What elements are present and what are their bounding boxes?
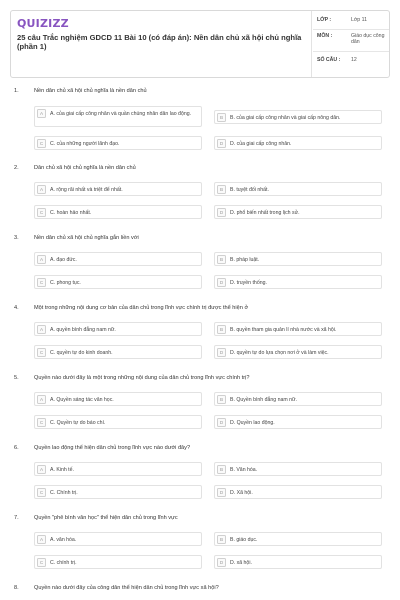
meta-grade-value: Lớp 11 <box>351 17 367 23</box>
option-a[interactable] <box>34 106 202 127</box>
option-text: C. chính trị. <box>50 559 77 566</box>
option-a[interactable] <box>34 252 202 266</box>
option-a[interactable] <box>34 392 202 406</box>
option-text: A. quyền bình đẳng nam nữ. <box>50 326 116 333</box>
option-a[interactable] <box>34 532 202 546</box>
option-text: B. giáo dục. <box>230 536 258 543</box>
question-number: 7. <box>14 515 19 521</box>
option-text: C. phong tục. <box>50 279 81 286</box>
question-text: Một trong những nội dung cơ bản của dân chủ trong lĩnh vực chính trị được thể hiện ở <box>34 305 249 311</box>
option-letter: C <box>37 558 46 567</box>
option-text: B. quyền tham gia quản lí nhà nước và xã hội. <box>230 326 337 333</box>
option-letter: A <box>37 109 46 118</box>
option-letter: A <box>37 535 46 544</box>
question-number: 2. <box>14 165 19 171</box>
question-text: Quyền lao động thể hiện dân chủ trong lĩnh vực nào dưới đây? <box>34 445 191 451</box>
option-letter: A <box>37 465 46 474</box>
option-text: B. Quyền bình đẳng nam nữ. <box>230 396 297 403</box>
option-b[interactable] <box>214 532 382 546</box>
option-text: A. văn hóa. <box>50 536 77 543</box>
option-text: C. quyền tự do kinh doanh. <box>50 349 113 356</box>
question-number: 6. <box>14 445 19 451</box>
option-letter: B <box>217 535 226 544</box>
option-letter: C <box>37 348 46 357</box>
question-text: Quyền nào dưới đây là một trong những nội dung của dân chủ trong lĩnh vực chính trị? <box>34 375 250 381</box>
option-a[interactable] <box>34 322 202 336</box>
option-letter: B <box>217 395 226 404</box>
option-text: A. Quyền sáng tác văn học. <box>50 396 114 403</box>
meta-grade-key: LỚP : <box>317 17 332 23</box>
option-text: B. pháp luật. <box>230 256 260 263</box>
option-letter: A <box>37 395 46 404</box>
option-c[interactable] <box>34 345 202 359</box>
option-a[interactable] <box>34 182 202 196</box>
option-c[interactable] <box>34 275 202 289</box>
option-c[interactable] <box>34 485 202 499</box>
question-number: 8. <box>14 585 19 591</box>
option-text: A. rộng rãi nhất và triệt để nhất. <box>50 186 123 193</box>
option-letter: B <box>217 185 226 194</box>
option-c[interactable] <box>34 415 202 429</box>
meta-separator <box>313 29 389 30</box>
question-number: 3. <box>14 235 19 241</box>
option-d[interactable] <box>214 205 382 219</box>
question-text: Quyền nào dưới đây của công dân thể hiện dân chủ trong lĩnh vực xã hội? <box>34 585 219 591</box>
option-letter: C <box>37 208 46 217</box>
option-text: C. hoàn hảo nhất. <box>50 209 92 216</box>
option-letter: D <box>217 139 226 148</box>
meta-subject-key: MÔN : <box>317 33 333 39</box>
option-a[interactable] <box>34 462 202 476</box>
option-letter: C <box>37 278 46 287</box>
option-text: B. tuyệt đối nhất. <box>230 186 269 193</box>
option-letter: B <box>217 255 226 264</box>
option-b[interactable] <box>214 392 382 406</box>
meta-count-key: SỐ CÂU : <box>317 57 341 63</box>
question-number: 5. <box>14 375 19 381</box>
worksheet-header <box>10 10 390 78</box>
option-letter: D <box>217 558 226 567</box>
option-text: D. xã hội. <box>230 559 252 566</box>
option-letter: A <box>37 185 46 194</box>
worksheet-title: 25 câu Trắc nghiệm GDCD 11 Bài 10 (có đáp án): Nền dân chủ xã hội chủ nghĩa (phần 1) <box>17 33 302 52</box>
option-text: B. Văn hóa. <box>230 466 258 473</box>
option-d[interactable] <box>214 485 382 499</box>
question-text: Nền dân chủ xã hội chủ nghĩa gắn liền với <box>34 235 139 241</box>
option-text: D. Xã hội. <box>230 489 253 496</box>
option-letter: C <box>37 418 46 427</box>
option-d[interactable] <box>214 555 382 569</box>
option-text: C. Quyền tự do báo chí. <box>50 419 106 426</box>
option-b[interactable] <box>214 462 382 476</box>
question-text: Quyền "phê bình văn học" thể hiện dân chủ trong lĩnh vực <box>34 515 178 521</box>
option-text: D. truyền thống. <box>230 279 267 286</box>
option-b[interactable] <box>214 322 382 336</box>
option-d[interactable] <box>214 345 382 359</box>
question-text: Dân chủ xã hội chủ nghĩa là nền dân chủ <box>34 165 136 171</box>
option-letter: A <box>37 325 46 334</box>
meta-count-value: 12 <box>351 57 357 63</box>
meta-separator <box>313 51 389 52</box>
option-letter: C <box>37 139 46 148</box>
option-text: A. Kinh tế. <box>50 466 74 473</box>
option-c[interactable] <box>34 205 202 219</box>
meta-subject-value: Giáo dục công dân <box>351 33 385 46</box>
option-letter: D <box>217 488 226 497</box>
option-b[interactable] <box>214 252 382 266</box>
option-b[interactable] <box>214 182 382 196</box>
option-text: C. Chính trị. <box>50 489 78 496</box>
option-text: D. quyền tự do lựa chọn nơi ở và làm việc. <box>230 349 329 356</box>
option-letter: D <box>217 208 226 217</box>
option-d[interactable] <box>214 415 382 429</box>
option-text: D. của giai cấp công nhân. <box>230 140 292 147</box>
option-letter: B <box>217 465 226 474</box>
question-number: 4. <box>14 305 19 311</box>
option-letter: D <box>217 278 226 287</box>
option-c[interactable] <box>34 555 202 569</box>
option-letter: C <box>37 488 46 497</box>
option-b[interactable] <box>214 110 382 124</box>
option-text: C. của những người lãnh đạo. <box>50 140 120 147</box>
option-letter: D <box>217 348 226 357</box>
header-divider <box>311 11 312 77</box>
quizizz-logo[interactable]: QUIZIZZ <box>17 17 69 30</box>
option-d[interactable] <box>214 275 382 289</box>
option-text: B. của giai cấp công nhân và giai cấp nông dân. <box>230 114 341 121</box>
option-text: A. của giai cấp công nhân và quần chúng nhân dân lao động. <box>50 110 192 117</box>
question-text: Nền dân chủ xã hội chủ nghĩa là nền dân chủ <box>34 88 147 94</box>
option-d[interactable] <box>214 136 382 150</box>
option-letter: B <box>217 325 226 334</box>
option-letter: D <box>217 418 226 427</box>
option-letter: A <box>37 255 46 264</box>
option-letter: B <box>217 113 226 122</box>
option-text: D. phổ biến nhất trong lịch sử. <box>230 209 300 216</box>
option-text: D. Quyền lao động. <box>230 419 275 426</box>
question-number: 1. <box>14 88 19 94</box>
option-c[interactable] <box>34 136 202 150</box>
option-text: A. đạo đức. <box>50 256 77 263</box>
